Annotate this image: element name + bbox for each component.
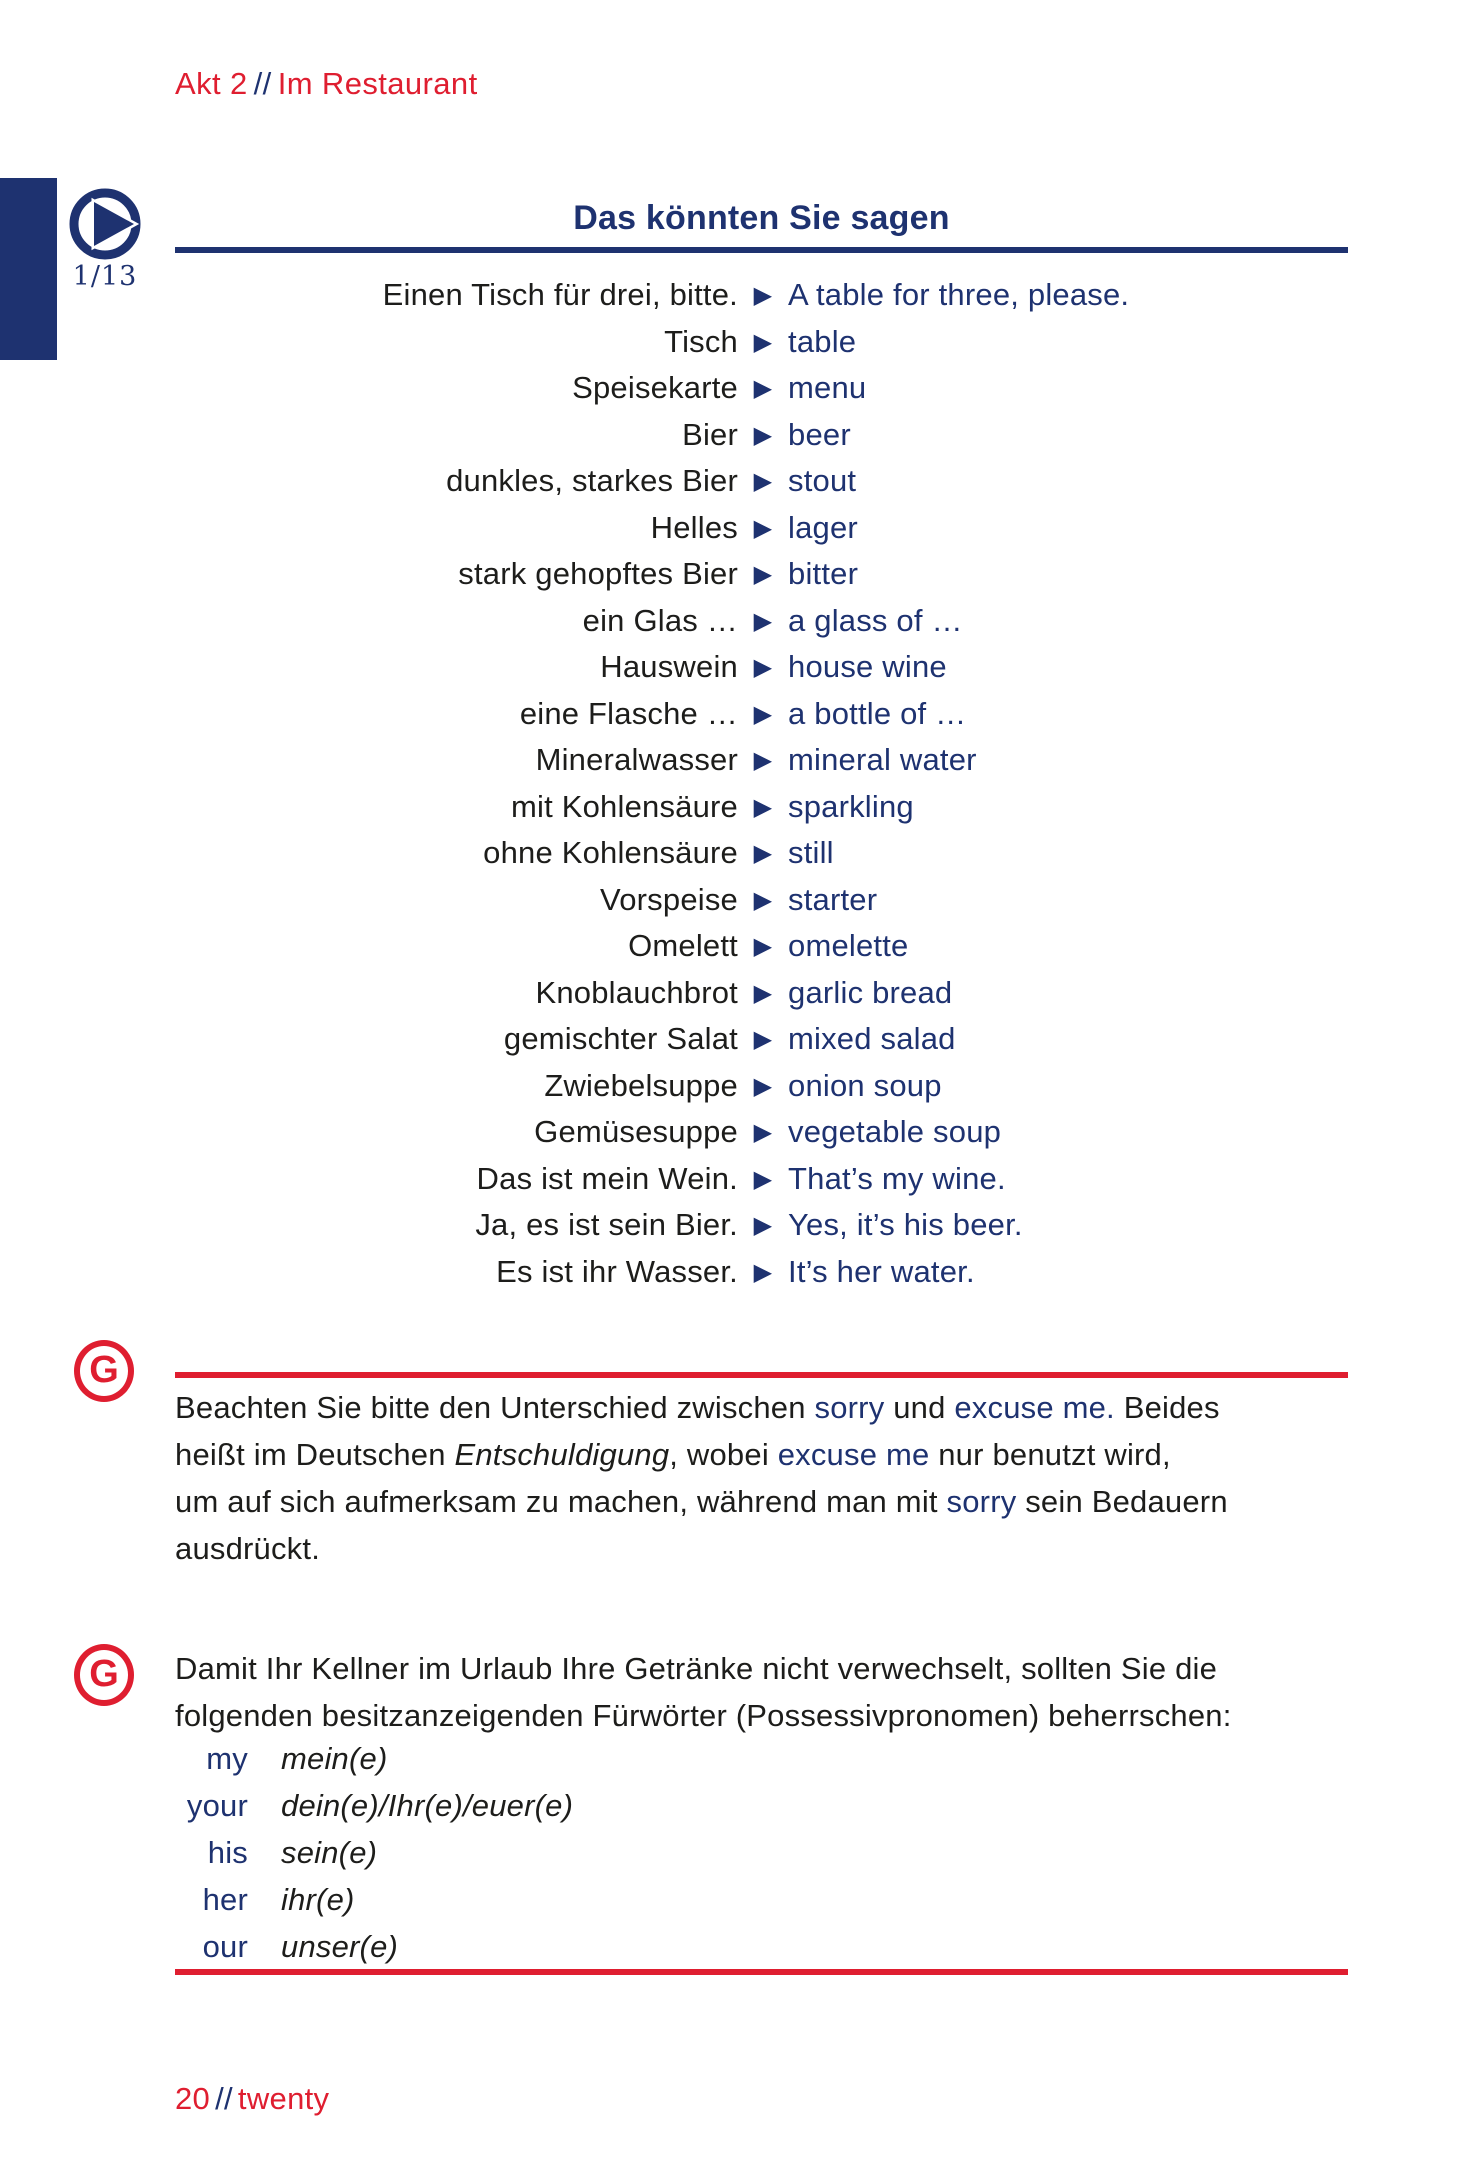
phrase-row: [175, 272, 1348, 319]
grammar-badge-icon: G: [74, 1340, 134, 1402]
arrow-icon: ▶: [753, 746, 773, 774]
phrase-german: Omelett: [628, 928, 738, 963]
note-text: sein Bedauern: [1016, 1484, 1228, 1519]
note-text: ausdrückt.: [175, 1531, 321, 1566]
pronoun-row: [175, 1876, 1075, 1923]
phrase-row: [175, 1202, 1348, 1249]
pronoun-german: dein(e)/Ihr(e)/euer(e): [281, 1788, 574, 1823]
phrase-german: Gemüsesuppe: [534, 1114, 738, 1149]
pronoun-english: your: [186, 1788, 248, 1823]
note-line: [175, 1692, 1355, 1739]
phrase-row: [175, 923, 1348, 970]
phrase-row: [175, 1156, 1348, 1203]
arrow-icon: ▶: [753, 699, 773, 728]
page-number-word: twenty: [237, 2081, 330, 2116]
title-rule: [175, 247, 1348, 253]
phrase-english: It’s her water.: [788, 1253, 975, 1289]
phrase-row: [175, 970, 1348, 1017]
phrase-row: [175, 830, 1348, 877]
note-english-term: excuse me: [777, 1437, 930, 1472]
phrase-english: onion soup: [788, 1067, 942, 1103]
arrow-icon: ▶: [753, 1071, 773, 1100]
phrase-row: [175, 1016, 1348, 1063]
phrase-german: mit Kohlensäure: [510, 788, 738, 824]
arrow-icon: ▶: [753, 606, 773, 635]
phrase-english: menu: [788, 370, 867, 405]
arrow-icon: ▶: [753, 1164, 773, 1193]
header-separator: //: [253, 66, 272, 101]
note-text: nur benutzt wird,: [929, 1437, 1171, 1472]
phrase-english: house wine: [788, 649, 947, 684]
note-text: Beachten Sie bitte den Unterschied zwischen: [175, 1390, 815, 1425]
phrase-german: Einen Tisch für drei, bitte.: [382, 277, 738, 312]
phrase-english: a glass of …: [788, 602, 963, 638]
arrow-icon: ▶: [753, 1025, 773, 1053]
phrase-german: Es ist ihr Wasser.: [496, 1253, 738, 1289]
note-line: [175, 1478, 1355, 1525]
phrase-english: omelette: [788, 928, 909, 963]
phrase-row: [175, 691, 1348, 738]
phrase-table-title: Das könnten Sie sagen: [573, 199, 950, 237]
phrase-row: [175, 1249, 1348, 1296]
phrase-german: ohne Kohlensäure: [483, 835, 738, 870]
phrase-row: [175, 1109, 1348, 1156]
arrow-icon: ▶: [753, 420, 773, 449]
arrow-icon: ▶: [753, 932, 773, 960]
arrow-icon: ▶: [753, 839, 773, 867]
pronoun-english: my: [206, 1741, 248, 1776]
phrase-row: [175, 505, 1348, 552]
pronoun-list: [175, 1735, 1075, 1970]
phrase-english: vegetable soup: [788, 1114, 1002, 1149]
chapter-title: Im Restaurant: [277, 66, 478, 101]
pronoun-german: sein(e): [281, 1835, 378, 1870]
arrow-icon: ▶: [753, 467, 773, 495]
phrase-german: Das ist mein Wein.: [476, 1160, 738, 1196]
pronoun-english: our: [202, 1929, 248, 1964]
chapter-act: Akt 2: [175, 66, 248, 101]
note-text: Damit Ihr Kellner im Urlaub Ihre Getränke nicht verwechselt, sollten Sie die: [175, 1651, 1218, 1686]
phrase-english: bitter: [788, 556, 859, 591]
note-english-term: sorry: [814, 1390, 885, 1425]
pronoun-row: [175, 1923, 1075, 1970]
note-line: [175, 1525, 1355, 1572]
phrase-german: Ja, es ist sein Bier.: [475, 1207, 738, 1242]
phrase-english: beer: [788, 416, 851, 452]
page-footer: [175, 2081, 329, 2117]
pronoun-row: [175, 1782, 1075, 1829]
pronoun-gap: [248, 1923, 281, 1970]
arrow-icon: ▶: [753, 1211, 773, 1239]
phrase-english: mixed salad: [788, 1021, 956, 1056]
phrase-english: starter: [788, 881, 878, 917]
note-text: heißt im Deutschen: [175, 1437, 455, 1472]
phrase-row: [175, 551, 1348, 598]
pronoun-row: [175, 1735, 1075, 1782]
phrase-english: sparkling: [788, 788, 914, 824]
note-text: und: [884, 1390, 955, 1425]
phrase-english: still: [788, 835, 834, 870]
phrase-row: [175, 737, 1348, 784]
arrow-icon: ▶: [753, 653, 773, 681]
chapter-header: [175, 66, 478, 102]
phrase-english: A table for three, please.: [788, 277, 1130, 312]
page-number: 20: [175, 2081, 211, 2116]
note-line: [175, 1384, 1355, 1431]
note-line: [175, 1645, 1355, 1692]
note-text: um auf sich aufmerksam zu machen, während man mit: [175, 1484, 947, 1519]
note-text: Beides: [1114, 1390, 1220, 1425]
arrow-icon: ▶: [753, 978, 773, 1007]
phrase-german: Knoblauchbrot: [535, 974, 738, 1010]
phrase-row: [175, 598, 1348, 645]
play-icon: [65, 184, 145, 264]
note-rule-bottom: [175, 1969, 1348, 1975]
grammar-note-2: [175, 1645, 1355, 1739]
arrow-icon: ▶: [753, 885, 773, 914]
pronoun-german: mein(e): [281, 1741, 388, 1776]
phrase-table-rows: [175, 272, 1348, 1295]
note-text: folgenden besitzanzeigenden Fürwörter (Possessivpronomen) beherrschen:: [175, 1698, 1232, 1733]
thumb-index-block: [0, 178, 57, 360]
phrase-german: Helles: [650, 509, 738, 545]
phrase-row: [175, 877, 1348, 924]
pronoun-german: ihr(e): [281, 1882, 355, 1917]
phrase-row: [175, 458, 1348, 505]
arrow-icon: ▶: [753, 1257, 773, 1286]
arrow-icon: ▶: [753, 1118, 773, 1146]
phrase-german: Zwiebelsuppe: [544, 1067, 738, 1103]
arrow-icon: ▶: [753, 327, 773, 356]
arrow-icon: ▶: [753, 374, 773, 402]
phrase-row: [175, 784, 1348, 831]
grammar-badge-icon: G: [74, 1644, 134, 1706]
phrase-english: mineral water: [788, 742, 977, 777]
phrase-row: [175, 412, 1348, 459]
phrase-english: garlic bread: [788, 974, 953, 1010]
arrow-icon: ▶: [753, 281, 773, 309]
audio-track-number: 1/13: [72, 261, 138, 292]
pronoun-gap: [248, 1782, 281, 1829]
note-english-term: sorry: [946, 1484, 1017, 1519]
footer-separator: //: [215, 2081, 233, 2116]
note-english-term: excuse me.: [954, 1390, 1115, 1425]
phrase-german: gemischter Salat: [503, 1021, 738, 1056]
phrase-row: [175, 319, 1348, 366]
note-line: [175, 1431, 1355, 1478]
phrase-german: Mineralwasser: [535, 742, 738, 777]
phrase-german: ein Glas …: [582, 602, 738, 638]
pronoun-gap: [248, 1829, 281, 1876]
phrase-english: stout: [788, 463, 857, 498]
pronoun-english: her: [202, 1882, 248, 1917]
phrase-german: Tisch: [664, 323, 738, 359]
phrase-row: [175, 1063, 1348, 1110]
note-italic-term: Entschuldigung: [454, 1437, 670, 1472]
pronoun-german: unser(e): [281, 1929, 399, 1964]
phrase-german: Speisekarte: [572, 370, 738, 405]
phrase-german: stark gehopftes Bier: [458, 556, 738, 591]
phrase-english: table: [788, 323, 857, 359]
arrow-icon: ▶: [753, 513, 773, 542]
phrase-german: Vorspeise: [600, 881, 738, 917]
phrase-german: Hauswein: [600, 649, 738, 684]
arrow-icon: ▶: [753, 792, 773, 821]
phrase-german: dunkles, starkes Bier: [446, 463, 738, 498]
arrow-icon: ▶: [753, 560, 773, 588]
phrase-german: eine Flasche …: [519, 695, 738, 731]
pronoun-row: [175, 1829, 1075, 1876]
phrase-english: That’s my wine.: [788, 1160, 1006, 1196]
phrase-row: [175, 644, 1348, 691]
note-rule-top: [175, 1372, 1348, 1378]
note-text: , wobei: [669, 1437, 778, 1472]
grammar-note-1: [175, 1384, 1355, 1572]
pronoun-english: his: [207, 1835, 248, 1870]
phrase-row: [175, 365, 1348, 412]
pronoun-gap: [248, 1876, 281, 1923]
phrase-english: lager: [788, 509, 858, 545]
phrase-english: Yes, it’s his beer.: [788, 1207, 1023, 1242]
phrase-german: Bier: [682, 416, 738, 452]
pronoun-gap: [248, 1735, 281, 1782]
phrase-english: a bottle of …: [788, 695, 967, 731]
